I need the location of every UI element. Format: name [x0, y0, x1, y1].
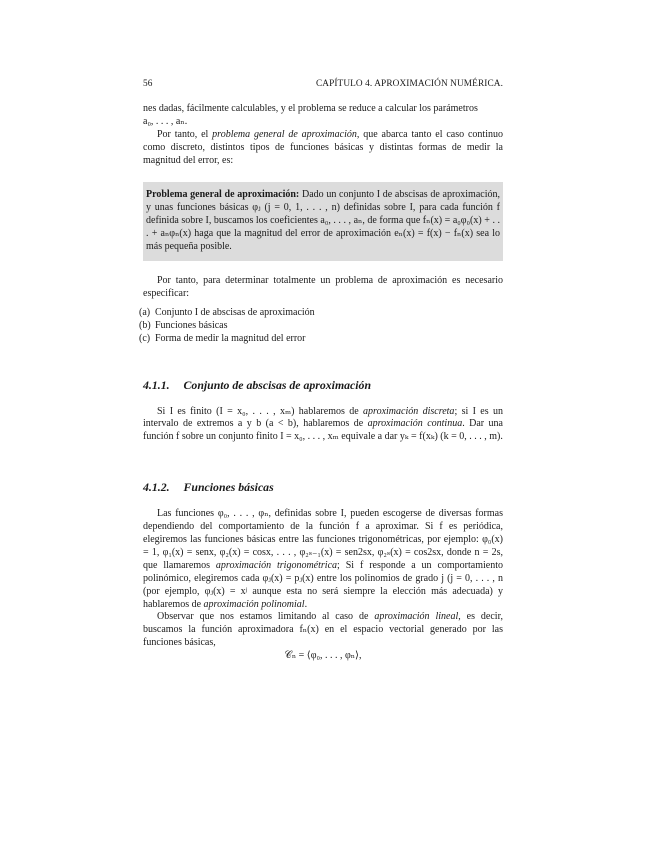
intro-paragraph-1: [143, 103, 503, 129]
list-item-text: Forma de medir la magnitud del error: [155, 332, 306, 344]
section-title: Conjunto de abscisas de aproximación: [183, 377, 372, 392]
section2-text-b: ; Si f responde a un comportamiento polinómico, elegiremos cada φⱼ(x) = pⱼ(x) entre los polinomios de grado j (j = 0, . . . , n (por ejemplo, φⱼ(x) = xʲ aunque esta no será siempre la elección más adecuada) y hablaremos de: [143, 559, 504, 610]
section2-p2-text-a: Observar que nos estamos limitando al caso de: [157, 611, 375, 623]
running-header: [143, 78, 503, 91]
section-heading-4-1-1: [143, 378, 503, 392]
section-title: Funciones básicas: [183, 480, 274, 495]
list-item: [139, 306, 503, 320]
page-number: 56: [143, 79, 153, 89]
chapter-title: CAPÍTULO 4. APROXIMACIÓN NUMÉRICA.: [315, 79, 503, 89]
section2-p2-emphasis: aproximación lineal: [374, 611, 459, 623]
intro-p2-text-b: , que abarca tanto el caso continuo como discreto, distintos tipos de funciones básicas y distintas formas de medir la magnitud del error, es:: [143, 128, 503, 166]
list-item: [139, 332, 503, 346]
list-item-label: (c): [139, 332, 151, 344]
definition-box: [143, 182, 503, 261]
intro-line-1: nes dadas, fácilmente calculables, y el problema se reduce a calcular los parámetros: [143, 102, 478, 114]
intro-paragraph-2: [143, 129, 503, 168]
list-item-text: Funciones básicas: [155, 319, 228, 331]
page-content: [139, 78, 504, 663]
section1-text-a: Si I es finito (I = x₀, . . . , xₘ) hablaremos de: [157, 405, 364, 417]
section-number: 4.1.2.: [143, 480, 170, 495]
section1-text-b: ; si I es un intervalo de extremos a y b (a < b), hablaremos de: [143, 405, 503, 430]
section2-paragraph-1: [143, 508, 503, 611]
list-item-label: (b): [139, 319, 151, 331]
section2-p2-text-b: , es decir, buscamos la función aproximadora fₙ(x) en el espacio vectorial generado por las funciones básicas,: [143, 611, 503, 649]
definition-text: Dado un conjunto I de abscisas de aproximación, y unas funciones básicas φⱼ (j = 0, 1, . . . , n) definidas sobre I, para cada función f definida sobre I, buscamos los coeficientes a₀, . . . , aₙ, de forma que fₙ(x) = a₀φ₀(x) + . . . + aₙφₙ(x) haga que la magnitud del error de aproximación eₙ(x) = f(x) − fₙ(x) sea lo más pequeña posible.: [146, 189, 500, 253]
list-item-label: (a): [139, 306, 151, 318]
list-item: [139, 319, 503, 333]
display-formula: 𝒞ₙ = ⟨φ₀, . . . , φₙ⟩,: [284, 650, 362, 662]
section2-text-c: .: [304, 598, 308, 610]
section1-emphasis-1: aproximación discreta: [363, 405, 455, 417]
section1-emphasis-2: aproximación continua: [367, 418, 463, 430]
requirements-list: [139, 306, 503, 346]
section-heading-4-1-2: [143, 480, 503, 494]
intro-line-2: a₀, . . . , aₙ.: [143, 115, 188, 127]
section1-text-c: . Dar una función f sobre un conjunto finito I = x₀, . . . , xₘ equivale a dar yₖ = f(xₖ) (k = 0, . . . , m).: [143, 418, 503, 443]
after-box-paragraph: Por tanto, para determinar totalmente un problema de aproximación es necesario especificar:: [143, 274, 503, 299]
section2-text-a: Las funciones φ₀, . . . , φₙ, definidas sobre I, pueden escogerse de diversas formas dependiendo del comportamiento de la función f a aproximar. Si f es periódica, elegiremos las funciones básicas entre las funciones trigonométricas, por ejemplo: φ₀(x) = 1, φ₁(x) = senx, φ₂(x) = cosx, . . . , φ₂ₛ₋₁(x) = sen2sx, φ₂ₛ(x) = cos2sx, donde n = 2s, que llamaremos: [143, 508, 503, 571]
intro-p2-text-a: Por tanto, el: [157, 128, 213, 140]
section-number: 4.1.1.: [143, 377, 170, 392]
definition-title: Problema general de aproximación:: [146, 189, 300, 201]
section2-emphasis-1: aproximación trigonométrica: [215, 559, 338, 571]
section2-paragraph-2: [143, 611, 503, 650]
section2-emphasis-2: aproximación polinomial: [203, 598, 305, 610]
intro-p2-emphasis: problema general de aproximación: [212, 128, 357, 140]
section1-paragraph: [143, 406, 503, 445]
list-item-text: Conjunto I de abscisas de aproximación: [155, 306, 315, 318]
